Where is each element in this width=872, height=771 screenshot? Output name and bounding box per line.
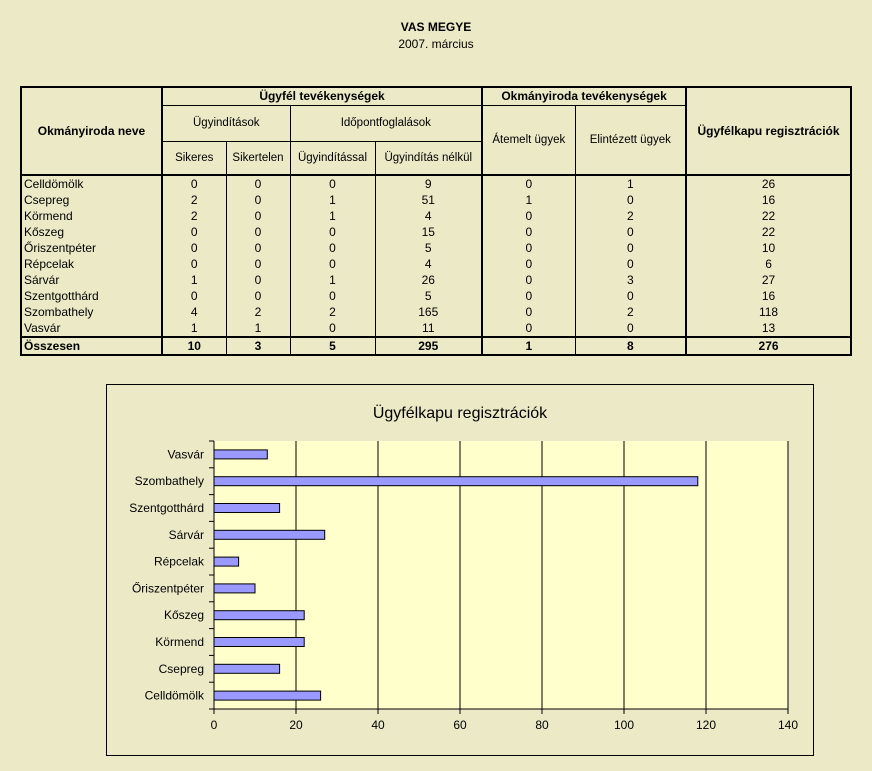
value-cell: 0 xyxy=(482,288,575,304)
value-cell: 0 xyxy=(575,192,686,208)
total-value-cell: 295 xyxy=(375,337,482,355)
page-title: VAS MEGYE xyxy=(400,20,472,34)
value-cell: 2 xyxy=(575,304,686,320)
value-cell: 1 xyxy=(162,272,226,288)
value-cell: 4 xyxy=(375,208,482,224)
x-tick-label: 60 xyxy=(453,718,467,732)
office-name-cell: Sárvár xyxy=(21,272,162,288)
value-cell: 5 xyxy=(375,288,482,304)
bar xyxy=(214,691,321,700)
value-cell: 5 xyxy=(375,240,482,256)
value-cell: 2 xyxy=(162,192,226,208)
office-name-cell: Őriszentpéter xyxy=(21,240,162,256)
value-cell: 0 xyxy=(482,224,575,240)
value-cell: 15 xyxy=(375,224,482,240)
value-cell: 0 xyxy=(226,272,290,288)
value-cell: 0 xyxy=(290,256,375,272)
total-value-cell: 3 xyxy=(226,337,290,355)
page-subtitle: 2007. március xyxy=(398,37,474,51)
header-client-activities: Ügyfél tevékenységek xyxy=(162,87,482,105)
value-cell: 27 xyxy=(686,272,851,288)
header-with-start: Ügyindítással xyxy=(290,141,375,175)
category-label: Kőszeg xyxy=(163,608,204,623)
header-without-start: Ügyindítás nélkül xyxy=(375,141,482,175)
category-label: Celldömölk xyxy=(144,688,204,703)
table-row xyxy=(21,208,851,224)
table-row xyxy=(21,256,851,272)
value-cell: 6 xyxy=(686,256,851,272)
value-cell: 0 xyxy=(482,272,575,288)
value-cell: 0 xyxy=(575,240,686,256)
value-cell: 3 xyxy=(575,272,686,288)
value-cell: 11 xyxy=(375,320,482,337)
value-cell: 0 xyxy=(575,224,686,240)
value-cell: 118 xyxy=(686,304,851,320)
office-name-cell: Celldömölk xyxy=(21,175,162,192)
bar xyxy=(214,557,239,566)
value-cell: 0 xyxy=(226,288,290,304)
registrations-chart xyxy=(106,384,814,756)
header-bookings: Időpontfoglalások xyxy=(290,105,482,141)
category-label: Szentgotthárd xyxy=(129,501,204,515)
value-cell: 16 xyxy=(686,192,851,208)
value-cell: 2 xyxy=(575,208,686,224)
total-value-cell: 1 xyxy=(482,337,575,355)
header-done: Elintézett ügyek xyxy=(575,105,686,175)
bar xyxy=(214,638,304,647)
value-cell: 4 xyxy=(375,256,482,272)
x-tick-label: 0 xyxy=(210,718,218,732)
x-tick-label: 20 xyxy=(289,718,303,732)
header-office-activities: Okmányiroda tevékenységek xyxy=(482,87,686,105)
table-body xyxy=(21,175,851,355)
value-cell: 0 xyxy=(482,175,575,192)
bar xyxy=(214,664,280,673)
chart-svg xyxy=(107,385,813,755)
value-cell: 0 xyxy=(575,288,686,304)
value-cell: 0 xyxy=(482,240,575,256)
bar xyxy=(214,477,698,486)
value-cell: 1 xyxy=(290,192,375,208)
value-cell: 0 xyxy=(226,256,290,272)
table-row xyxy=(21,240,851,256)
value-cell: 1 xyxy=(482,192,575,208)
value-cell: 0 xyxy=(575,320,686,337)
header-success: Sikeres xyxy=(162,141,226,175)
statistics-table xyxy=(20,86,852,356)
value-cell: 2 xyxy=(162,208,226,224)
value-cell: 0 xyxy=(162,256,226,272)
table-row xyxy=(21,304,851,320)
header-fail: Sikertelen xyxy=(226,141,290,175)
value-cell: 1 xyxy=(162,320,226,337)
value-cell: 0 xyxy=(226,175,290,192)
value-cell: 0 xyxy=(290,240,375,256)
value-cell: 0 xyxy=(290,320,375,337)
x-tick-label: 80 xyxy=(535,718,549,732)
category-label: Körmend xyxy=(155,635,204,649)
value-cell: 22 xyxy=(686,208,851,224)
category-label: Szombathely xyxy=(134,474,204,489)
office-name-cell: Szentgotthárd xyxy=(21,288,162,304)
category-label: Sárvár xyxy=(168,527,204,542)
value-cell: 10 xyxy=(686,240,851,256)
bar xyxy=(214,611,304,620)
table-row xyxy=(21,224,851,240)
total-row xyxy=(21,337,851,355)
total-value-cell: 276 xyxy=(686,337,851,355)
total-value-cell: 10 xyxy=(162,337,226,355)
table-row xyxy=(21,272,851,288)
value-cell: 0 xyxy=(482,320,575,337)
value-cell: 0 xyxy=(226,224,290,240)
value-cell: 1 xyxy=(575,175,686,192)
category-label: Répcelak xyxy=(153,554,204,569)
value-cell: 0 xyxy=(162,175,226,192)
value-cell: 165 xyxy=(375,304,482,320)
x-tick-label: 140 xyxy=(777,718,799,732)
value-cell: 26 xyxy=(375,272,482,288)
value-cell: 0 xyxy=(575,256,686,272)
value-cell: 22 xyxy=(686,224,851,240)
bar xyxy=(214,584,255,593)
value-cell: 9 xyxy=(375,175,482,192)
office-name-cell: Szombathely xyxy=(21,304,162,320)
x-tick-label: 120 xyxy=(695,718,717,732)
value-cell: 0 xyxy=(162,240,226,256)
value-cell: 0 xyxy=(290,288,375,304)
chart-title: Ügyfélkapu regisztrációk xyxy=(372,405,548,422)
office-name-cell: Répcelak xyxy=(21,256,162,272)
value-cell: 0 xyxy=(162,288,226,304)
value-cell: 1 xyxy=(290,208,375,224)
value-cell: 2 xyxy=(226,304,290,320)
bar xyxy=(214,504,280,513)
total-label-cell: Összesen xyxy=(21,337,162,355)
value-cell: 0 xyxy=(290,224,375,240)
category-label: Csepreg xyxy=(158,661,204,676)
value-cell: 0 xyxy=(482,208,575,224)
value-cell: 16 xyxy=(686,288,851,304)
x-tick-label: 100 xyxy=(613,718,635,732)
value-cell: 0 xyxy=(226,208,290,224)
value-cell: 0 xyxy=(482,256,575,272)
header-office-name: Okmányiroda neve xyxy=(21,87,162,175)
value-cell: 4 xyxy=(162,304,226,320)
value-cell: 0 xyxy=(226,192,290,208)
total-value-cell: 8 xyxy=(575,337,686,355)
value-cell: 0 xyxy=(482,304,575,320)
category-label: Vasvár xyxy=(167,447,204,462)
header-case-starts: Ügyindítások xyxy=(162,105,290,141)
value-cell: 26 xyxy=(686,175,851,192)
value-cell: 0 xyxy=(290,175,375,192)
value-cell: 51 xyxy=(375,192,482,208)
table-row xyxy=(21,192,851,208)
table-row xyxy=(21,175,851,192)
value-cell: 1 xyxy=(290,272,375,288)
bar xyxy=(214,530,325,539)
category-label: Őriszentpéter xyxy=(131,581,204,596)
value-cell: 0 xyxy=(226,240,290,256)
value-cell: 2 xyxy=(290,304,375,320)
header-transferred: Átemelt ügyek xyxy=(482,105,575,175)
bar xyxy=(214,450,267,459)
office-name-cell: Csepreg xyxy=(21,192,162,208)
table-row xyxy=(21,320,851,337)
value-cell: 13 xyxy=(686,320,851,337)
total-value-cell: 5 xyxy=(290,337,375,355)
x-tick-label: 40 xyxy=(371,718,385,732)
office-name-cell: Körmend xyxy=(21,208,162,224)
value-cell: 0 xyxy=(162,224,226,240)
value-cell: 1 xyxy=(226,320,290,337)
office-name-cell: Kőszeg xyxy=(21,224,162,240)
office-name-cell: Vasvár xyxy=(21,320,162,337)
table-row xyxy=(21,288,851,304)
header-registrations: Ügyfélkapu regisztrációk xyxy=(686,87,851,175)
